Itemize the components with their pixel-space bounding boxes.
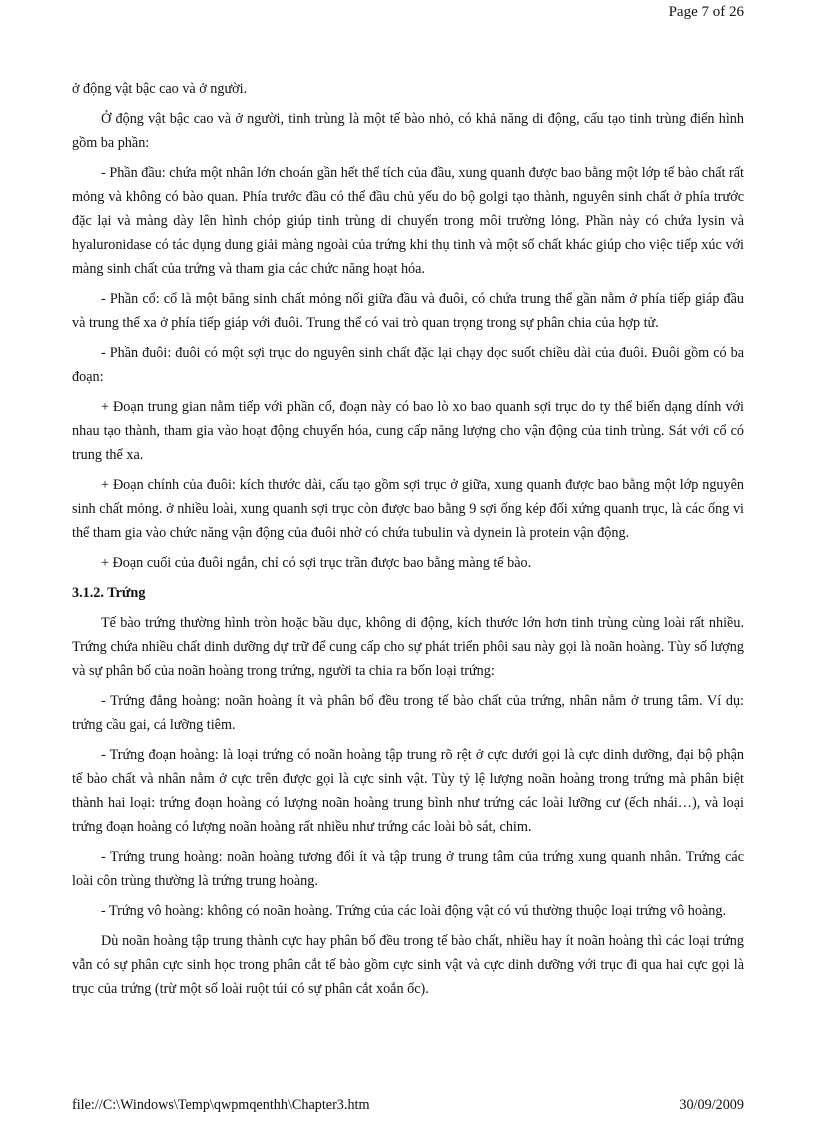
footer-file-path: file://C:\Windows\Temp\qwpmqenthh\Chapter3.htm [72, 1097, 370, 1113]
document-body [72, 77, 744, 1007]
page-number: Page 7 of 26 [668, 4, 744, 20]
section-heading: 3.1.2. Trứng [72, 585, 146, 601]
paragraph: Ở động vật bậc cao và ở người, tinh trùng là một tế bào nhỏ, có khả năng di động, cấu tạo tinh trùng điển hình gồm ba phần: [72, 111, 744, 151]
paragraph: Tế bào trứng thường hình tròn hoặc bầu dục, không di động, kích thước lớn hơn tinh trùng cùng loài rất nhiều. Trứng chứa nhiều chất dinh dưỡng dự trữ để cung cấp cho sự phát triển phôi sau này gọi là noãn hoàng. Tùy số lượng và sự phân bố của noãn hoàng trong trứng, người ta chia ra bốn loại trứng: [72, 615, 744, 679]
paragraph: - Phần đầu: chứa một nhân lớn choán gần hết thể tích của đầu, xung quanh được bao bằng một lớp tế bào chất rất mỏng và không có bào quan. Phía trước đầu có thể đầu chủ yếu do bộ golgi tạo thành, nguyên sinh chất ở phía trước đặc lại và màng dày lên hình chóp giúp tinh trùng di chuyển trong môi trường lỏng. Phần này có chứa lysin và hyaluronidase có tác dụng dung giải màng ngoài của trứng khi thụ tinh và một số chất khác giúp cho việc tiếp xúc với màng sinh chất của trứng và tham gia các chức năng hoạt hóa. [72, 165, 744, 277]
paragraph: ở động vật bậc cao và ở người. [72, 81, 248, 97]
paragraph: + Đoạn cuối của đuôi ngắn, chỉ có sợi trục trần được bao bằng màng tế bào. [101, 555, 532, 571]
paragraph: Dù noãn hoàng tập trung thành cực hay phân bố đều trong tế bào chất, nhiều hay ít noãn hoàng thì các loại trứng vẫn có sự phân cực sinh học trong phân cắt tế bào gồm cực sinh vật và cực dinh dưỡng với trục đi qua hai cực gọi là trục của trứng (trừ một số loài ruột túi có sự phân cắt xoắn ốc). [72, 933, 744, 997]
paragraph: + Đoạn chính của đuôi: kích thước dài, cấu tạo gồm sợi trục ở giữa, xung quanh được bao bằng một lớp nguyên sinh chất mỏng. ở nhiều loài, xung quanh sợi trục còn được bao bằng 9 sợi ống kép đối xứng quanh trục, là các ống vi thể tham gia vào chức năng vận động của đuôi nhờ có chứa tubulin và dynein là protein vận động. [72, 477, 744, 541]
paragraph: - Trứng đoạn hoàng: là loại trứng có noãn hoàng tập trung rõ rệt ở cực dưới gọi là cực dinh dưỡng, đại bộ phận tế bào chất và nhân nằm ở cực trên được gọi là cực sinh vật. Tùy tỷ lệ lượng noãn hoàng trong trứng mà phân biệt thành hai loại: trứng đoạn hoàng có lượng noãn hoàng trung bình như trứng các loài lưỡng cư (ếch nhái…), và loại trứng đoạn hoàng có lượng noãn hoàng rất nhiều như trứng các loài bò sát, chim. [72, 747, 744, 835]
paragraph: - Phần cổ: cổ là một băng sinh chất mỏng nối giữa đầu và đuôi, có chứa trung thể gần nằm ở phía tiếp giáp đầu và trung thể xa ở phía tiếp giáp với đuôi. Trung thể có vai trò quan trọng trong sự phân chia của hợp tử. [72, 291, 744, 331]
paragraph: - Trứng vô hoàng: không có noãn hoàng. Trứng của các loài động vật có vú thường thuộc loại trứng vô hoàng. [101, 903, 726, 919]
paragraph: + Đoạn trung gian nằm tiếp với phần cổ, đoạn này có bao lò xo bao quanh sợi trục do ty thể biến dạng dính với nhau tạo thành, tham gia vào hoạt động chuyển hóa, cung cấp năng lượng cho vận động của tinh trùng. Sát với cổ có trung thể xa. [72, 399, 744, 463]
footer-date: 30/09/2009 [679, 1097, 744, 1113]
paragraph: - Trứng đẳng hoàng: noãn hoàng ít và phân bố đều trong tế bào chất của trứng, nhân nằm ở trung tâm. Ví dụ: trứng cầu gai, cá lưỡng tiêm. [72, 693, 744, 733]
paragraph: - Phần đuôi: đuôi có một sợi trục do nguyên sinh chất đặc lại chạy dọc suốt chiều dài của đuôi. Đuôi gồm có ba đoạn: [72, 345, 744, 385]
paragraph: - Trứng trung hoàng: noãn hoàng tương đối ít và tập trung ở trung tâm của trứng xung quanh nhân. Trứng các loài côn trùng thường là trứng trung hoàng. [72, 849, 744, 889]
